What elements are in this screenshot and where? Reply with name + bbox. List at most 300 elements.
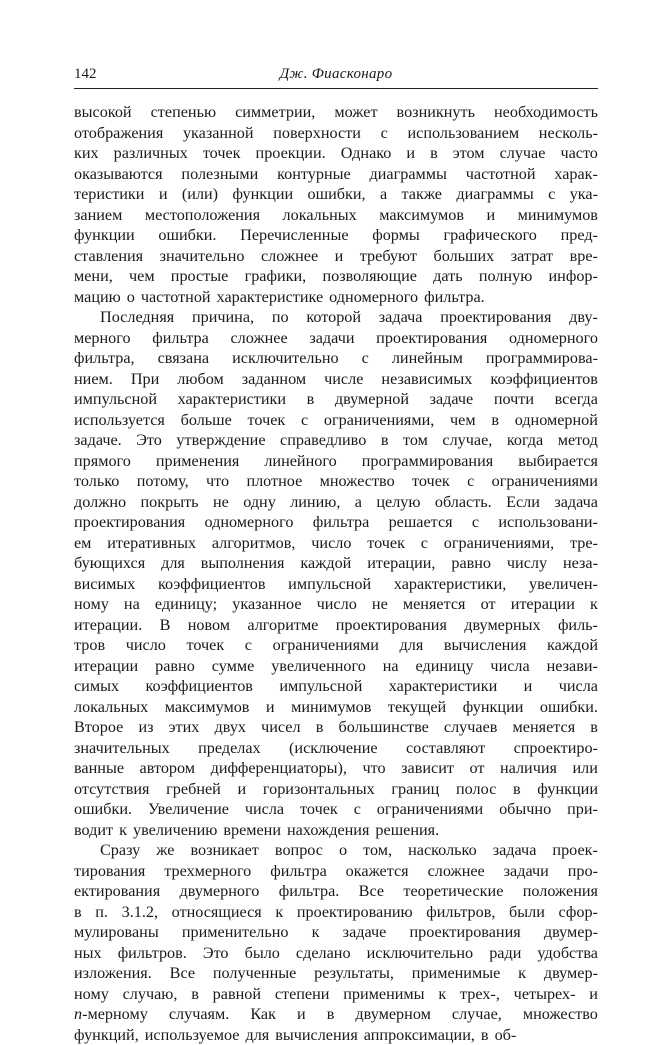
word: к [590,594,598,615]
word: ному [74,984,109,1005]
word: множество [523,1004,598,1025]
word: равной [213,984,261,1005]
word: не [372,594,388,615]
word: исключительно [232,348,339,369]
word: меняется [513,717,576,738]
word: с [381,123,388,144]
word: и [486,205,495,226]
word: равно [155,656,195,677]
word: ука- [570,184,598,205]
word: полученные [213,963,296,984]
word: и [266,697,275,718]
word: с [548,184,555,205]
word: ем [74,533,91,554]
text-line [74,717,598,738]
text-line [74,389,598,410]
text-line [74,799,598,820]
word: незави- [547,656,598,677]
word: к [312,922,320,943]
word: всегда [555,389,598,410]
word: неза- [563,553,598,574]
text-line [74,1025,598,1045]
word: же [156,840,174,861]
word: линейным [392,348,463,369]
word: с [245,635,252,656]
word: фильтра. [424,287,485,308]
word: бующихся [74,553,145,574]
word: тирования [74,861,145,882]
book-page [74,60,598,1045]
word: число [126,635,166,656]
word: в [491,410,499,431]
word: линейного [264,451,336,472]
word: выбирается [518,451,598,472]
word: диаграммы [370,164,447,185]
word: целую [376,492,420,513]
word: ставления [74,246,143,267]
text-line [74,881,598,902]
text-line [74,758,598,779]
word: формы [372,225,420,246]
word: гребней [166,779,221,800]
word: коэффициентов [490,369,598,390]
word: мулированы [74,922,159,943]
word: В [160,615,171,636]
word: случае [500,143,546,164]
word: задача [554,492,598,513]
word: равно [451,553,491,574]
word: обычно [499,799,551,820]
word: итерации [511,594,575,615]
text-line [74,656,598,677]
word: Это [136,430,162,451]
word: использовани- [498,512,598,533]
word: n-мерному [74,1004,148,1025]
word: высокой [74,102,132,123]
word: двух [215,717,247,738]
word: применительно [182,922,289,943]
word: больше [181,410,232,431]
word: симметрии, [235,102,315,123]
text-line [74,471,598,492]
word: фильтра. [279,881,340,902]
word: исключительно [367,943,474,964]
word: Перечисленные [240,225,348,246]
word: оказываются [74,164,163,185]
word: фильтра [313,512,370,533]
word: ограничениями, [324,410,434,431]
page-number: 142 [74,66,97,83]
word: для [245,1025,269,1045]
word: пределах [198,738,261,759]
word: проектирования [376,328,487,349]
word: различных [114,143,188,164]
word: четырех- [514,984,576,1005]
word: с [354,799,361,820]
word: локальных [74,697,148,718]
word: числа [245,799,284,820]
word: двумер- [544,963,598,984]
word: утверждение [176,430,265,451]
word: фильтров. [118,943,187,964]
word: к [275,902,283,923]
word: затрат [511,246,553,267]
word: Увеличение [148,799,229,820]
word: максимумов [379,205,464,226]
word: ошибки, [308,184,366,205]
word: с [301,410,308,431]
text-line [74,205,598,226]
word: вопрос [275,840,323,861]
word: позволяющие [322,266,417,287]
word: точек [186,635,224,656]
word: нием. [74,369,113,390]
word: случаям. [169,1004,229,1025]
text-line [74,307,598,328]
word: двумерных [464,615,540,636]
word: положения [523,881,598,902]
text-line [74,553,598,574]
word: полос [456,779,496,800]
word: импульсной [74,389,157,410]
text-line [74,225,598,246]
word: ради [489,943,521,964]
word: коэффициентов [145,676,253,697]
word: проектированию [297,902,413,923]
word: том [403,430,428,451]
word: филь- [558,615,598,636]
word: от [481,594,496,615]
word: итерации [74,656,138,677]
word: двумер- [544,922,598,943]
word: в [327,1004,335,1025]
word: дать [433,266,462,287]
word: сложнее [428,861,485,882]
word: п. [95,902,108,923]
word: этом [453,143,485,164]
word: линию, [290,492,340,513]
text-line [74,635,598,656]
word: трех-, [460,984,500,1005]
word: чисел [261,717,300,738]
word: которой [306,307,361,328]
word: функции [463,697,524,718]
word: том, [363,840,392,861]
word: ванные [74,758,124,779]
word: число [317,594,357,615]
word: занием [74,205,122,226]
word: двумерном [355,1004,430,1025]
word: степени [275,984,330,1005]
word: об- [495,1025,517,1045]
word: в [481,1025,489,1045]
word: из [138,717,153,738]
word: времени [223,820,281,841]
word: к [438,984,446,1005]
word: алгоритме [247,615,318,636]
word: программирования [362,451,494,472]
word: единицу; [155,594,217,615]
paragraph [74,102,598,307]
text-line [74,963,598,984]
word: горизонтальных [263,779,375,800]
word: Сразу [100,840,140,861]
text-line [74,697,598,718]
word: может [334,102,377,123]
word: ных [74,943,102,964]
word: характеристике [217,287,324,308]
word: в [590,717,598,738]
word: точек [412,471,450,492]
word: теоретические [403,881,503,902]
word: функции [232,184,293,205]
word: одну [243,492,276,513]
word: плотное [246,471,302,492]
word: мени, [74,266,113,287]
word: задача [379,307,423,328]
word: Последняя [100,307,174,328]
word: не [213,492,229,513]
word: нахождения [287,820,369,841]
word: случаю, [123,984,178,1005]
word: ошибки. [540,697,598,718]
word: от [469,758,484,779]
page-header [74,60,598,89]
word: вычисления [444,635,527,656]
word: полезными [181,164,258,185]
word: степенью [151,102,216,123]
word: в [316,717,324,738]
word: используется [74,410,165,431]
word: сделано [296,943,351,964]
word: одномерного [509,328,598,349]
word: и [238,779,247,800]
word: теристики [74,184,144,205]
text-line [74,348,598,369]
running-head: Дж. Фиасконаро [74,66,598,83]
word: большинстве [338,717,428,738]
word: точек [367,533,405,554]
word: проекции. [256,143,326,164]
word: потому, [137,471,189,492]
text-line [74,246,598,267]
word: числе [324,369,363,390]
word: про- [568,861,598,882]
word: увеличению [133,820,217,841]
word: Второе [74,717,123,738]
word: проектирования [336,615,447,636]
word: увеличен- [529,574,598,595]
word: характеристики, [394,574,507,595]
word: связана [158,348,210,369]
text-line [74,738,598,759]
text-line [74,615,598,636]
word: новом [188,615,230,636]
word: когда [507,430,543,451]
word: для [161,553,185,574]
word: проектирования [440,307,551,328]
word: задачи [504,861,549,882]
word: харак- [554,164,598,185]
word: ограничениями, [444,533,554,554]
word: отображения [74,123,163,144]
word: характеристики [389,676,497,697]
word: ограничениями [273,635,379,656]
word: и [159,184,168,205]
text-line [74,1004,598,1025]
word: контурные [277,164,351,185]
word: Все [170,963,195,984]
word: частотной [141,287,211,308]
word: причина, [192,307,254,328]
word: выполнения [201,553,285,574]
word: При [131,369,159,390]
word: и [524,676,533,697]
word: итеративных [107,533,196,554]
word: вычисления [275,1025,358,1045]
word: ошибки. [158,225,216,246]
word: удобства [537,943,598,964]
word: окажется [346,861,409,882]
word: импульсной [279,676,362,697]
word: по [272,307,289,328]
word: ошибки. [74,799,132,820]
word: метод [558,430,598,451]
word: отсутствия [74,779,150,800]
word: ному [74,594,109,615]
word: одномерного [205,512,294,533]
text-line [74,779,598,800]
word: с [472,512,479,533]
text-line [74,574,598,595]
word: 3.1.2, [122,902,158,923]
word: что [206,471,229,492]
word: инфор- [549,266,598,287]
text-line [74,902,598,923]
word: каждой [300,553,351,574]
word: графики, [245,266,307,287]
word: решается [389,512,453,533]
word: или [573,758,598,779]
word: и [297,1004,306,1025]
text-line [74,861,598,882]
word: применения [156,451,239,472]
word: должно [74,492,126,513]
body-text [74,102,598,1045]
text-line [74,984,598,1005]
word: насколько [408,840,477,861]
word: были [509,902,545,923]
word: двумерной [335,389,409,410]
word: коэффициентов [158,574,266,595]
word: что [363,758,386,779]
word: чем [450,410,476,431]
word: в [191,984,199,1005]
word: в [430,143,438,164]
word: диаграммы [456,184,533,205]
word: Как [250,1004,276,1025]
text-line [74,266,598,287]
text-line [74,184,598,205]
word: и [589,984,598,1005]
word: программирова- [486,348,598,369]
word: независимых [381,369,472,390]
word: проектирования [74,512,185,533]
word: (исключение [289,738,378,759]
word: задача [493,840,537,861]
word: характеристики [178,389,286,410]
word: о [127,287,135,308]
word: применимые [412,963,500,984]
word: прямого [74,451,131,472]
paragraph [74,840,598,1045]
word: случае, [442,430,492,451]
word: ограничениями [377,799,483,820]
word: любом [177,369,223,390]
word: сумме [212,656,255,677]
word: числа [490,656,529,677]
word: алгоритмов, [212,533,296,554]
word: меняется [403,594,466,615]
word: задаче [430,389,474,410]
text-line [74,840,598,861]
text-line [74,533,598,554]
word: точек [300,799,338,820]
word: возникает [190,840,258,861]
word: для [400,635,424,656]
word: минимумов [291,697,371,718]
word: простые [171,266,229,287]
text-line [74,492,598,513]
word: фильтра [270,861,327,882]
paragraph [74,307,598,840]
word: увеличенного [271,656,366,677]
word: итерации, [367,553,435,574]
word: вре- [570,246,598,267]
word: в [74,902,82,923]
word: в [513,779,521,800]
word: пред- [561,225,598,246]
text-line [74,102,598,123]
word: водит [74,820,113,841]
word: поверхности [273,123,361,144]
word: проек- [552,840,598,861]
word: функций, [74,1025,139,1045]
word: несколь- [539,123,598,144]
word: покрыть [141,492,199,513]
word: только [74,471,119,492]
word: фильтра, [74,348,135,369]
word: Если [506,492,540,513]
word: указанной [183,123,254,144]
word: больших [433,246,494,267]
word: частотной [466,164,536,185]
word: Все [359,881,384,902]
word: значительных [74,738,170,759]
word: полную [479,266,532,287]
word: применимы [343,984,424,1005]
word: двумерного [180,881,260,902]
word: изложения. [74,963,152,984]
word: зависит [401,758,454,779]
word: мацию [74,287,121,308]
word: итерации. [74,615,142,636]
word: дифференциаторы), [211,758,347,779]
text-line [74,430,598,451]
word: наличия [500,758,557,779]
word: автором [140,758,196,779]
word: и [335,246,344,267]
